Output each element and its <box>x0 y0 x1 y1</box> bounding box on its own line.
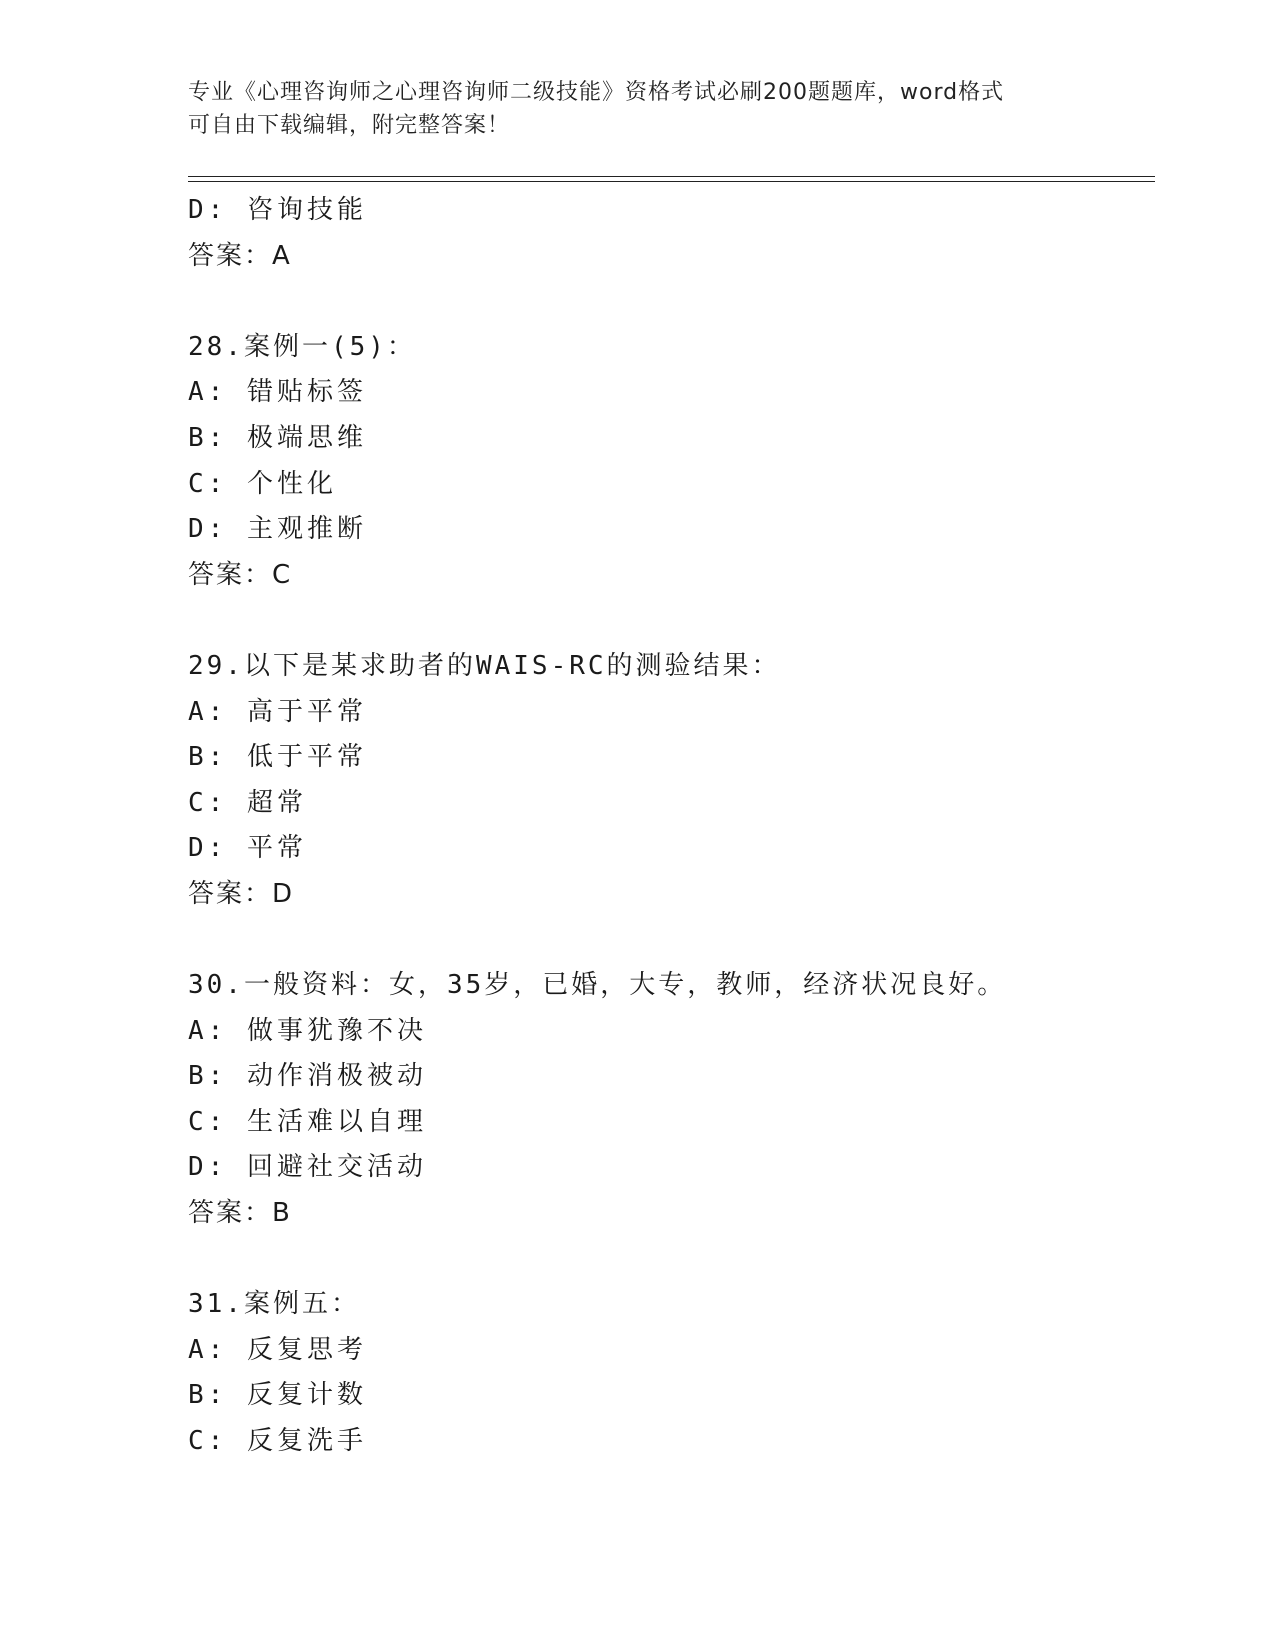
document-header <box>188 76 1088 142</box>
option-d: D: 咨询技能 <box>188 195 367 225</box>
spacer <box>188 279 1148 325</box>
question-stem: 29.以下是某求助者的WAIS-RC的测验结果： <box>188 650 781 681</box>
answer-line: 答案：B <box>188 1198 292 1229</box>
header-divider-bottom <box>188 181 1155 182</box>
question-stem: 28.案例一(5)： <box>188 331 416 362</box>
spacer <box>188 1237 1148 1283</box>
option-b: B: 低于平常 <box>188 742 367 773</box>
option-b: B: 反复计数 <box>188 1380 367 1411</box>
option-c: C: 反复洗手 <box>188 1426 367 1457</box>
question-list <box>188 188 1148 1465</box>
header-line-2: 可自由下载编辑，附完整答案！ <box>188 113 511 138</box>
option-b: B: 动作消极被动 <box>188 1061 427 1092</box>
question-stem: 30.一般资料：女，35岁，已婚，大专，教师，经济状况良好。 <box>188 970 1007 1001</box>
header-line-1: 专业《心理咨询师之心理咨询师二级技能》资格考试必刷200题题库，word格式 <box>188 80 1005 105</box>
question-block <box>188 188 1148 279</box>
option-c: C: 生活难以自理 <box>188 1106 427 1137</box>
question-stem: 31.案例五： <box>188 1289 360 1320</box>
question-block <box>188 1282 1148 1464</box>
option-c: C: 超常 <box>188 787 307 818</box>
question-block <box>188 325 1148 599</box>
option-d: D: 平常 <box>188 833 307 864</box>
option-c: C: 个性化 <box>188 468 337 499</box>
option-a: A: 做事犹豫不决 <box>188 1015 427 1046</box>
answer-line: 答案：C <box>188 559 293 590</box>
header-divider-top <box>188 176 1155 177</box>
option-a: A: 高于平常 <box>188 696 367 727</box>
answer-line: 答案：A <box>188 240 292 271</box>
answer-line: 答案：D <box>188 878 295 909</box>
option-d: D: 回避社交活动 <box>188 1152 427 1183</box>
option-d: D: 主观推断 <box>188 514 367 545</box>
question-block <box>188 644 1148 918</box>
option-a: A: 错贴标签 <box>188 377 367 408</box>
option-b: B: 极端思维 <box>188 422 367 453</box>
question-block <box>188 963 1148 1237</box>
option-a: A: 反复思考 <box>188 1334 367 1365</box>
spacer <box>188 918 1148 964</box>
spacer <box>188 598 1148 644</box>
